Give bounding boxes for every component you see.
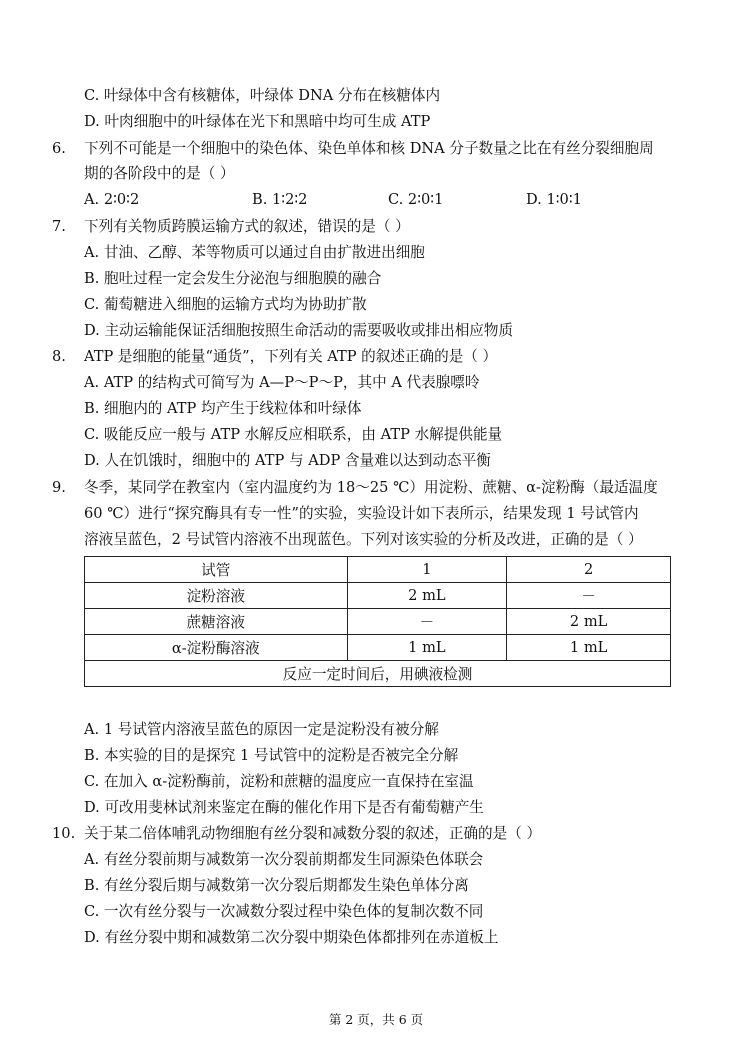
experiment-table bbox=[84, 556, 671, 687]
table-cell: 2 mL bbox=[507, 609, 671, 635]
question-10-number: 10. bbox=[52, 825, 76, 842]
table-header-cell: 2 bbox=[507, 557, 671, 583]
option-c-prev: C. 叶绿体中含有核糖体，叶绿体 DNA 分布在核糖体内 bbox=[84, 87, 441, 104]
question-10-option-c: C. 一次有丝分裂与一次减数分裂过程中染色体的复制次数不同 bbox=[84, 903, 484, 920]
question-8-option-d: D. 人在饥饿时，细胞中的 ATP 与 ADP 含量难以达到动态平衡 bbox=[84, 452, 491, 469]
table-row bbox=[85, 609, 671, 635]
question-6-option-c: C. 2∶0∶1 bbox=[388, 191, 444, 208]
table-cell: 淀粉溶液 bbox=[85, 583, 348, 609]
table-footer-cell: 反应一定时间后，用碘液检测 bbox=[85, 661, 671, 687]
question-6-option-a: A. 2∶0∶2 bbox=[84, 191, 140, 208]
question-9-option-c: C. 在加入 α-淀粉酶前，淀粉和蔗糖的温度应一直保持在室温 bbox=[84, 773, 474, 790]
question-9-option-b: B. 本实验的目的是探究 1 号试管中的淀粉是否被完全分解 bbox=[84, 747, 459, 764]
question-9-number: 9. bbox=[52, 479, 66, 496]
question-7-option-d: D. 主动运输能保证活细胞按照生命活动的需要吸收或排出相应物质 bbox=[84, 322, 514, 339]
table-cell: 2 mL bbox=[347, 583, 507, 609]
table-header-cell: 1 bbox=[347, 557, 507, 583]
table-header-row bbox=[85, 557, 671, 583]
table-row bbox=[85, 583, 671, 609]
question-7-number: 7. bbox=[52, 218, 66, 235]
question-10-option-a: A. 有丝分裂前期与减数第一次分裂前期都发生同源染色体联会 bbox=[84, 851, 484, 868]
page-footer: 第 2 页，共 6 页 bbox=[328, 1012, 424, 1027]
question-9-stem-line1: 冬季，某同学在教室内（室内温度约为 18～25 ℃）用淀粉、蔗糖、α-淀粉酶（最适温度 bbox=[84, 479, 658, 496]
question-7-option-b: B. 胞吐过程一定会发生分泌泡与细胞膜的融合 bbox=[84, 270, 382, 287]
table-cell: 1 mL bbox=[507, 635, 671, 661]
question-7-option-c: C. 葡萄糖进入细胞的运输方式均为协助扩散 bbox=[84, 296, 367, 313]
table-cell: α-淀粉酶溶液 bbox=[85, 635, 348, 661]
question-6-stem-line2: 期的各阶段中的是（ ） bbox=[84, 165, 235, 182]
table-cell: － bbox=[347, 609, 507, 635]
table-footer-row bbox=[85, 661, 671, 687]
table-cell: － bbox=[507, 583, 671, 609]
question-6-number: 6. bbox=[52, 140, 66, 157]
table-header-cell: 试管 bbox=[85, 557, 348, 583]
question-9-option-a: A. 1 号试管内溶液呈蓝色的原因一定是淀粉没有被分解 bbox=[84, 721, 439, 738]
table-cell: 蔗糖溶液 bbox=[85, 609, 348, 635]
question-6-option-b: B. 1∶2∶2 bbox=[252, 191, 308, 208]
question-8-option-a: A. ATP 的结构式可简写为 A—P～P～P，其中 A 代表腺嘌呤 bbox=[84, 374, 480, 391]
question-6-option-d: D. 1∶0∶1 bbox=[526, 191, 582, 208]
question-9-option-d: D. 可改用斐林试剂来鉴定在酶的催化作用下是否有葡萄糖产生 bbox=[84, 799, 484, 816]
option-d-prev: D. 叶肉细胞中的叶绿体在光下和黑暗中均可生成 ATP bbox=[84, 113, 431, 130]
question-8-option-c: C. 吸能反应一般与 ATP 水解反应相联系，由 ATP 水解提供能量 bbox=[84, 426, 503, 443]
question-10-option-d: D. 有丝分裂中期和减数第二次分裂中期染色体都排列在赤道板上 bbox=[84, 929, 499, 946]
question-9-stem-line3: 溶液呈蓝色，2 号试管内溶液不出现蓝色。下列对该实验的分析及改进，正确的是（ ） bbox=[84, 531, 643, 548]
question-8-number: 8. bbox=[52, 348, 66, 365]
question-8-option-b: B. 细胞内的 ATP 均产生于线粒体和叶绿体 bbox=[84, 400, 362, 417]
question-8-stem: ATP 是细胞的能量“通货”，下列有关 ATP 的叙述正确的是（ ） bbox=[84, 348, 498, 365]
question-10-stem: 关于某二倍体哺乳动物细胞有丝分裂和减数分裂的叙述，正确的是（ ） bbox=[84, 825, 542, 842]
question-6-stem-line1: 下列不可能是一个细胞中的染色体、染色单体和核 DNA 分子数量之比在有丝分裂细胞周 bbox=[84, 140, 654, 157]
question-9-stem-line2: 60 ℃）进行“探究酶具有专一性”的实验，实验设计如下表所示，结果发现 1 号试管内 bbox=[84, 505, 639, 522]
table-row bbox=[85, 635, 671, 661]
question-10-option-b: B. 有丝分裂后期与减数第一次分裂后期都发生染色单体分离 bbox=[84, 877, 469, 894]
question-7-stem: 下列有关物质跨膜运输方式的叙述，错误的是（ ） bbox=[84, 218, 410, 235]
question-7-option-a: A. 甘油、乙醇、苯等物质可以通过自由扩散进出细胞 bbox=[84, 244, 425, 261]
table-cell: 1 mL bbox=[347, 635, 507, 661]
